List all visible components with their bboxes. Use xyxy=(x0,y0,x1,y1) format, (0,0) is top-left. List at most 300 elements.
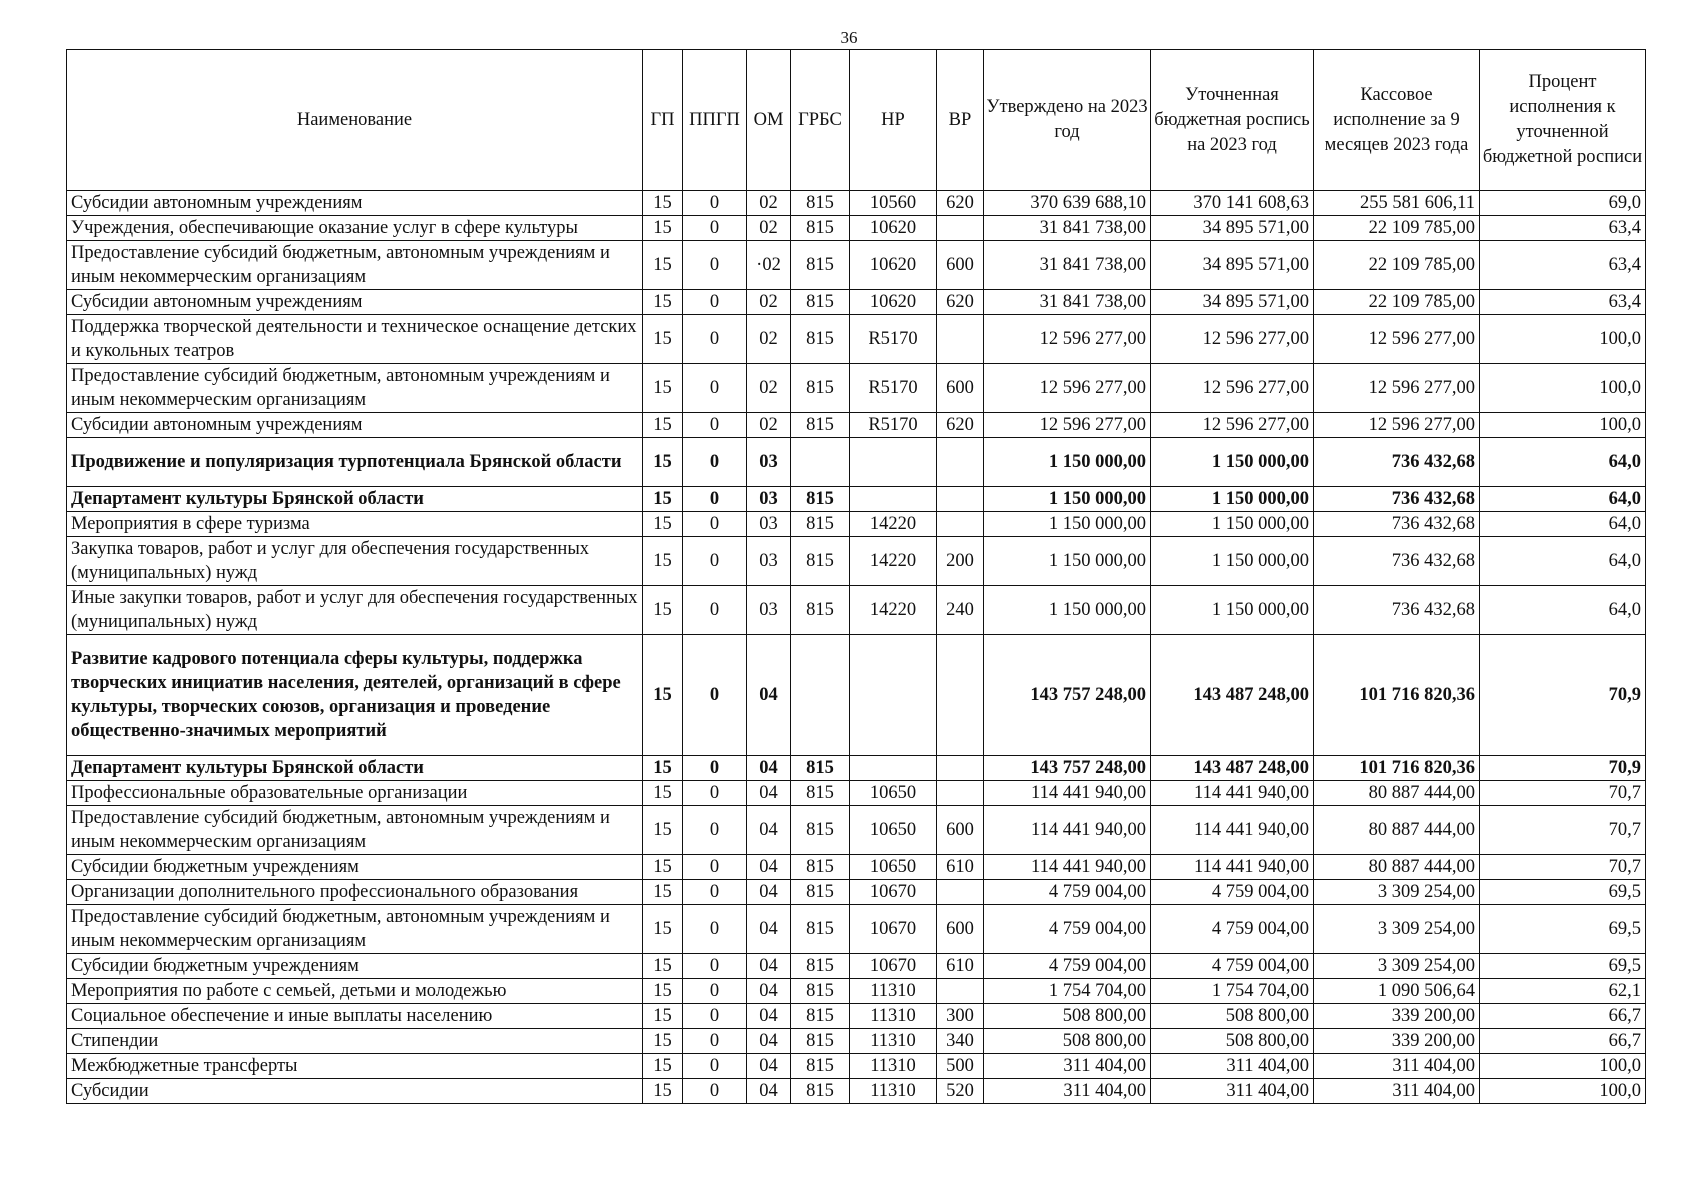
cell-grbs: 815 xyxy=(791,512,850,537)
cell-percent: 64,0 xyxy=(1480,512,1646,537)
cell-grbs xyxy=(791,438,850,487)
cell-om: 04 xyxy=(747,1079,791,1104)
cell-om: ·02 xyxy=(747,241,791,290)
cell-grbs: 815 xyxy=(791,290,850,315)
cell-om: 03 xyxy=(747,537,791,586)
cell-cash: 339 200,00 xyxy=(1314,1029,1480,1054)
header-gp: ГП xyxy=(643,50,683,191)
cell-om: 04 xyxy=(747,781,791,806)
cell-approved: 114 441 940,00 xyxy=(984,855,1151,880)
cell-percent: 69,5 xyxy=(1480,905,1646,954)
cell-approved: 1 150 000,00 xyxy=(984,438,1151,487)
header-name: Наименование xyxy=(67,50,643,191)
cell-refined: 4 759 004,00 xyxy=(1151,905,1314,954)
cell-ppgp: 0 xyxy=(683,290,747,315)
cell-vr: 600 xyxy=(937,905,984,954)
table-row xyxy=(67,290,1646,315)
cell-approved: 12 596 277,00 xyxy=(984,413,1151,438)
cell-om: 04 xyxy=(747,635,791,756)
cell-nr: R5170 xyxy=(850,315,937,364)
cell-percent: 70,7 xyxy=(1480,855,1646,880)
cell-ppgp: 0 xyxy=(683,1054,747,1079)
cell-ppgp: 0 xyxy=(683,315,747,364)
cell-om: 04 xyxy=(747,1029,791,1054)
cell-om: 04 xyxy=(747,756,791,781)
header-refined: Уточненная бюджетная роспись на 2023 год xyxy=(1151,50,1314,191)
cell-gp: 15 xyxy=(643,905,683,954)
cell-om: 04 xyxy=(747,905,791,954)
cell-nr xyxy=(850,756,937,781)
cell-nr: 10650 xyxy=(850,781,937,806)
cell-percent: 64,0 xyxy=(1480,586,1646,635)
cell-ppgp: 0 xyxy=(683,954,747,979)
cell-ppgp: 0 xyxy=(683,413,747,438)
cell-cash: 736 432,68 xyxy=(1314,512,1480,537)
cell-gp: 15 xyxy=(643,756,683,781)
table-body xyxy=(67,191,1646,1104)
cell-name: Предоставление субсидий бюджетным, автономным учреждениям и иным некоммерческим организациям xyxy=(67,806,643,855)
cell-gp: 15 xyxy=(643,586,683,635)
cell-grbs: 815 xyxy=(791,487,850,512)
table-row xyxy=(67,537,1646,586)
table-row xyxy=(67,315,1646,364)
table-row xyxy=(67,216,1646,241)
cell-grbs: 815 xyxy=(791,1029,850,1054)
cell-percent: 70,7 xyxy=(1480,806,1646,855)
cell-refined: 311 404,00 xyxy=(1151,1079,1314,1104)
cell-ppgp: 0 xyxy=(683,241,747,290)
cell-om: 03 xyxy=(747,512,791,537)
cell-name: Мероприятия по работе с семьей, детьми и молодежью xyxy=(67,979,643,1004)
cell-nr: R5170 xyxy=(850,364,937,413)
header-ppgp: ППГП xyxy=(683,50,747,191)
cell-approved: 1 150 000,00 xyxy=(984,487,1151,512)
cell-vr: 240 xyxy=(937,586,984,635)
cell-vr: 620 xyxy=(937,290,984,315)
cell-om: 04 xyxy=(747,1054,791,1079)
cell-om: 02 xyxy=(747,290,791,315)
table-row xyxy=(67,438,1646,487)
cell-gp: 15 xyxy=(643,487,683,512)
cell-cash: 3 309 254,00 xyxy=(1314,905,1480,954)
cell-nr: 14220 xyxy=(850,537,937,586)
cell-grbs: 815 xyxy=(791,979,850,1004)
cell-vr xyxy=(937,487,984,512)
cell-gp: 15 xyxy=(643,216,683,241)
cell-cash: 3 309 254,00 xyxy=(1314,880,1480,905)
cell-gp: 15 xyxy=(643,512,683,537)
cell-ppgp: 0 xyxy=(683,1004,747,1029)
cell-vr xyxy=(937,880,984,905)
cell-name: Продвижение и популяризация турпотенциала Брянской области xyxy=(67,438,643,487)
cell-gp: 15 xyxy=(643,806,683,855)
cell-cash: 339 200,00 xyxy=(1314,1004,1480,1029)
cell-cash: 22 109 785,00 xyxy=(1314,290,1480,315)
cell-gp: 15 xyxy=(643,1004,683,1029)
cell-cash: 311 404,00 xyxy=(1314,1054,1480,1079)
cell-nr: 11310 xyxy=(850,1079,937,1104)
cell-approved: 508 800,00 xyxy=(984,1004,1151,1029)
cell-grbs xyxy=(791,635,850,756)
cell-name: Иные закупки товаров, работ и услуг для обеспечения государственных (муниципальных) нужд xyxy=(67,586,643,635)
cell-refined: 311 404,00 xyxy=(1151,1054,1314,1079)
cell-om: 04 xyxy=(747,806,791,855)
cell-ppgp: 0 xyxy=(683,1029,747,1054)
cell-vr: 600 xyxy=(937,241,984,290)
cell-name: Предоставление субсидий бюджетным, автономным учреждениям и иным некоммерческим организациям xyxy=(67,905,643,954)
cell-name: Межбюджетные трансферты xyxy=(67,1054,643,1079)
cell-ppgp: 0 xyxy=(683,855,747,880)
cell-gp: 15 xyxy=(643,191,683,216)
cell-om: 02 xyxy=(747,216,791,241)
cell-om: 03 xyxy=(747,586,791,635)
cell-refined: 34 895 571,00 xyxy=(1151,216,1314,241)
cell-ppgp: 0 xyxy=(683,438,747,487)
cell-cash: 736 432,68 xyxy=(1314,487,1480,512)
cell-ppgp: 0 xyxy=(683,487,747,512)
cell-nr: 10560 xyxy=(850,191,937,216)
cell-nr: 11310 xyxy=(850,1004,937,1029)
cell-cash: 80 887 444,00 xyxy=(1314,781,1480,806)
cell-grbs: 815 xyxy=(791,781,850,806)
cell-cash: 80 887 444,00 xyxy=(1314,806,1480,855)
cell-percent: 69,5 xyxy=(1480,954,1646,979)
cell-nr: 10620 xyxy=(850,241,937,290)
cell-vr xyxy=(937,979,984,1004)
cell-ppgp: 0 xyxy=(683,1079,747,1104)
cell-gp: 15 xyxy=(643,880,683,905)
table-row xyxy=(67,954,1646,979)
cell-name: Учреждения, обеспечивающие оказание услуг в сфере культуры xyxy=(67,216,643,241)
cell-approved: 1 754 704,00 xyxy=(984,979,1151,1004)
cell-percent: 69,0 xyxy=(1480,191,1646,216)
cell-om: 04 xyxy=(747,1004,791,1029)
table-row xyxy=(67,635,1646,756)
cell-refined: 4 759 004,00 xyxy=(1151,880,1314,905)
table-row xyxy=(67,880,1646,905)
cell-approved: 311 404,00 xyxy=(984,1079,1151,1104)
cell-approved: 370 639 688,10 xyxy=(984,191,1151,216)
cell-refined: 143 487 248,00 xyxy=(1151,756,1314,781)
cell-refined: 1 150 000,00 xyxy=(1151,487,1314,512)
cell-ppgp: 0 xyxy=(683,586,747,635)
cell-approved: 311 404,00 xyxy=(984,1054,1151,1079)
cell-nr: 10670 xyxy=(850,905,937,954)
cell-approved: 114 441 940,00 xyxy=(984,781,1151,806)
cell-percent: 63,4 xyxy=(1480,216,1646,241)
cell-om: 04 xyxy=(747,954,791,979)
cell-approved: 508 800,00 xyxy=(984,1029,1151,1054)
cell-name: Субсидии автономным учреждениям xyxy=(67,290,643,315)
cell-vr: 340 xyxy=(937,1029,984,1054)
table-row xyxy=(67,241,1646,290)
cell-ppgp: 0 xyxy=(683,880,747,905)
cell-approved: 143 757 248,00 xyxy=(984,635,1151,756)
cell-grbs: 815 xyxy=(791,954,850,979)
cell-grbs: 815 xyxy=(791,1054,850,1079)
cell-vr xyxy=(937,315,984,364)
cell-gp: 15 xyxy=(643,315,683,364)
table-row xyxy=(67,1054,1646,1079)
cell-vr: 610 xyxy=(937,855,984,880)
cell-cash: 3 309 254,00 xyxy=(1314,954,1480,979)
cell-percent: 100,0 xyxy=(1480,315,1646,364)
cell-vr: 600 xyxy=(937,806,984,855)
cell-refined: 508 800,00 xyxy=(1151,1029,1314,1054)
cell-vr xyxy=(937,216,984,241)
table-header-row xyxy=(67,50,1646,191)
table-row xyxy=(67,855,1646,880)
cell-cash: 736 432,68 xyxy=(1314,537,1480,586)
cell-grbs: 815 xyxy=(791,586,850,635)
cell-refined: 508 800,00 xyxy=(1151,1004,1314,1029)
cell-cash: 1 090 506,64 xyxy=(1314,979,1480,1004)
cell-nr xyxy=(850,487,937,512)
cell-name: Стипендии xyxy=(67,1029,643,1054)
cell-approved: 4 759 004,00 xyxy=(984,905,1151,954)
cell-name: Субсидии автономным учреждениям xyxy=(67,191,643,216)
cell-vr: 620 xyxy=(937,191,984,216)
cell-name: Предоставление субсидий бюджетным, автономным учреждениям и иным некоммерческим организациям xyxy=(67,241,643,290)
cell-grbs: 815 xyxy=(791,315,850,364)
cell-name: Субсидии xyxy=(67,1079,643,1104)
cell-nr: 10670 xyxy=(850,880,937,905)
cell-cash: 22 109 785,00 xyxy=(1314,241,1480,290)
cell-name: Развитие кадрового потенциала сферы культуры, поддержка творческих инициатив населения, деятелей, организаций в сфере культуры, творческих союзов, организация и проведение общественно-значимых мероприятий xyxy=(67,635,643,756)
cell-grbs: 815 xyxy=(791,537,850,586)
cell-cash: 12 596 277,00 xyxy=(1314,364,1480,413)
cell-cash: 12 596 277,00 xyxy=(1314,315,1480,364)
cell-vr xyxy=(937,781,984,806)
cell-ppgp: 0 xyxy=(683,756,747,781)
cell-approved: 12 596 277,00 xyxy=(984,315,1151,364)
table-row xyxy=(67,364,1646,413)
cell-grbs: 815 xyxy=(791,1004,850,1029)
cell-refined: 1 150 000,00 xyxy=(1151,438,1314,487)
cell-name: Профессиональные образовательные организации xyxy=(67,781,643,806)
cell-nr: 14220 xyxy=(850,512,937,537)
cell-nr: 10650 xyxy=(850,806,937,855)
cell-gp: 15 xyxy=(643,1079,683,1104)
cell-gp: 15 xyxy=(643,438,683,487)
cell-cash: 101 716 820,36 xyxy=(1314,756,1480,781)
cell-grbs: 815 xyxy=(791,806,850,855)
cell-vr xyxy=(937,635,984,756)
cell-om: 02 xyxy=(747,191,791,216)
header-cash: Кассовое исполнение за 9 месяцев 2023 года xyxy=(1314,50,1480,191)
cell-vr: 610 xyxy=(937,954,984,979)
cell-vr xyxy=(937,512,984,537)
table-row xyxy=(67,806,1646,855)
table-row xyxy=(67,781,1646,806)
cell-refined: 114 441 940,00 xyxy=(1151,855,1314,880)
cell-percent: 70,9 xyxy=(1480,635,1646,756)
cell-percent: 100,0 xyxy=(1480,1079,1646,1104)
cell-om: 02 xyxy=(747,364,791,413)
cell-percent: 100,0 xyxy=(1480,413,1646,438)
cell-gp: 15 xyxy=(643,635,683,756)
cell-vr xyxy=(937,438,984,487)
cell-nr: 11310 xyxy=(850,1054,937,1079)
cell-percent: 100,0 xyxy=(1480,364,1646,413)
cell-nr xyxy=(850,635,937,756)
cell-nr xyxy=(850,438,937,487)
cell-name: Социальное обеспечение и иные выплаты населению xyxy=(67,1004,643,1029)
cell-nr: 11310 xyxy=(850,979,937,1004)
cell-grbs: 815 xyxy=(791,855,850,880)
cell-ppgp: 0 xyxy=(683,806,747,855)
cell-gp: 15 xyxy=(643,241,683,290)
cell-cash: 311 404,00 xyxy=(1314,1079,1480,1104)
cell-name: Мероприятия в сфере туризма xyxy=(67,512,643,537)
cell-approved: 114 441 940,00 xyxy=(984,806,1151,855)
header-om: ОМ xyxy=(747,50,791,191)
cell-nr: 10650 xyxy=(850,855,937,880)
cell-percent: 64,0 xyxy=(1480,537,1646,586)
cell-cash: 22 109 785,00 xyxy=(1314,216,1480,241)
budget-table xyxy=(66,49,1646,1104)
cell-refined: 4 759 004,00 xyxy=(1151,954,1314,979)
cell-ppgp: 0 xyxy=(683,635,747,756)
cell-vr: 500 xyxy=(937,1054,984,1079)
cell-vr: 300 xyxy=(937,1004,984,1029)
cell-percent: 64,0 xyxy=(1480,438,1646,487)
cell-cash: 80 887 444,00 xyxy=(1314,855,1480,880)
cell-approved: 1 150 000,00 xyxy=(984,537,1151,586)
cell-percent: 62,1 xyxy=(1480,979,1646,1004)
cell-ppgp: 0 xyxy=(683,905,747,954)
cell-nr: 11310 xyxy=(850,1029,937,1054)
cell-ppgp: 0 xyxy=(683,512,747,537)
cell-percent: 66,7 xyxy=(1480,1029,1646,1054)
cell-refined: 12 596 277,00 xyxy=(1151,315,1314,364)
cell-percent: 64,0 xyxy=(1480,487,1646,512)
cell-om: 04 xyxy=(747,880,791,905)
cell-name: Субсидии бюджетным учреждениям xyxy=(67,954,643,979)
cell-vr: 600 xyxy=(937,364,984,413)
cell-name: Поддержка творческой деятельности и техническое оснащение детских и кукольных театров xyxy=(67,315,643,364)
cell-nr: 10670 xyxy=(850,954,937,979)
cell-grbs: 815 xyxy=(791,905,850,954)
cell-grbs: 815 xyxy=(791,880,850,905)
cell-refined: 114 441 940,00 xyxy=(1151,806,1314,855)
cell-name: Субсидии бюджетным учреждениям xyxy=(67,855,643,880)
table-row xyxy=(67,586,1646,635)
cell-vr: 620 xyxy=(937,413,984,438)
table-row xyxy=(67,512,1646,537)
header-vr: ВР xyxy=(937,50,984,191)
cell-approved: 143 757 248,00 xyxy=(984,756,1151,781)
cell-ppgp: 0 xyxy=(683,979,747,1004)
cell-cash: 736 432,68 xyxy=(1314,586,1480,635)
header-nr: НР xyxy=(850,50,937,191)
cell-om: 03 xyxy=(747,487,791,512)
cell-approved: 31 841 738,00 xyxy=(984,216,1151,241)
cell-gp: 15 xyxy=(643,954,683,979)
cell-approved: 31 841 738,00 xyxy=(984,290,1151,315)
cell-gp: 15 xyxy=(643,364,683,413)
cell-ppgp: 0 xyxy=(683,216,747,241)
cell-gp: 15 xyxy=(643,290,683,315)
cell-refined: 1 150 000,00 xyxy=(1151,537,1314,586)
table-row xyxy=(67,413,1646,438)
cell-vr xyxy=(937,756,984,781)
cell-approved: 1 150 000,00 xyxy=(984,586,1151,635)
cell-om: 04 xyxy=(747,979,791,1004)
cell-percent: 70,9 xyxy=(1480,756,1646,781)
table-row xyxy=(67,1079,1646,1104)
cell-name: Предоставление субсидий бюджетным, автономным учреждениям и иным некоммерческим организациям xyxy=(67,364,643,413)
cell-om: 03 xyxy=(747,438,791,487)
cell-refined: 114 441 940,00 xyxy=(1151,781,1314,806)
cell-gp: 15 xyxy=(643,413,683,438)
cell-refined: 143 487 248,00 xyxy=(1151,635,1314,756)
table-row xyxy=(67,905,1646,954)
table-row xyxy=(67,1004,1646,1029)
cell-gp: 15 xyxy=(643,855,683,880)
cell-ppgp: 0 xyxy=(683,781,747,806)
cell-refined: 1 150 000,00 xyxy=(1151,586,1314,635)
cell-percent: 70,7 xyxy=(1480,781,1646,806)
cell-vr: 200 xyxy=(937,537,984,586)
header-percent: Процент исполнения к уточненной бюджетной росписи xyxy=(1480,50,1646,191)
cell-cash: 255 581 606,11 xyxy=(1314,191,1480,216)
cell-name: Закупка товаров, работ и услуг для обеспечения государственных (муниципальных) нужд xyxy=(67,537,643,586)
cell-vr: 520 xyxy=(937,1079,984,1104)
cell-refined: 34 895 571,00 xyxy=(1151,241,1314,290)
cell-ppgp: 0 xyxy=(683,191,747,216)
cell-approved: 12 596 277,00 xyxy=(984,364,1151,413)
cell-refined: 1 754 704,00 xyxy=(1151,979,1314,1004)
cell-grbs: 815 xyxy=(791,364,850,413)
cell-gp: 15 xyxy=(643,537,683,586)
cell-approved: 4 759 004,00 xyxy=(984,954,1151,979)
table-row xyxy=(67,1029,1646,1054)
cell-grbs: 815 xyxy=(791,1079,850,1104)
cell-name: Организации дополнительного профессионального образования xyxy=(67,880,643,905)
cell-gp: 15 xyxy=(643,1054,683,1079)
cell-percent: 100,0 xyxy=(1480,1054,1646,1079)
cell-refined: 370 141 608,63 xyxy=(1151,191,1314,216)
cell-approved: 4 759 004,00 xyxy=(984,880,1151,905)
cell-om: 02 xyxy=(747,315,791,364)
cell-grbs: 815 xyxy=(791,191,850,216)
cell-grbs: 815 xyxy=(791,241,850,290)
page-number: 36 xyxy=(840,28,858,47)
cell-grbs: 815 xyxy=(791,216,850,241)
cell-om: 04 xyxy=(747,855,791,880)
cell-nr: R5170 xyxy=(850,413,937,438)
cell-cash: 12 596 277,00 xyxy=(1314,413,1480,438)
cell-percent: 63,4 xyxy=(1480,241,1646,290)
table-row xyxy=(67,979,1646,1004)
cell-percent: 63,4 xyxy=(1480,290,1646,315)
cell-grbs: 815 xyxy=(791,756,850,781)
table-row xyxy=(67,756,1646,781)
cell-gp: 15 xyxy=(643,781,683,806)
cell-gp: 15 xyxy=(643,979,683,1004)
table-row xyxy=(67,487,1646,512)
cell-name: Департамент культуры Брянской области xyxy=(67,756,643,781)
cell-grbs: 815 xyxy=(791,413,850,438)
table-row xyxy=(67,191,1646,216)
cell-percent: 69,5 xyxy=(1480,880,1646,905)
cell-nr: 10620 xyxy=(850,216,937,241)
cell-cash: 736 432,68 xyxy=(1314,438,1480,487)
cell-ppgp: 0 xyxy=(683,537,747,586)
cell-name: Департамент культуры Брянской области xyxy=(67,487,643,512)
cell-refined: 12 596 277,00 xyxy=(1151,413,1314,438)
